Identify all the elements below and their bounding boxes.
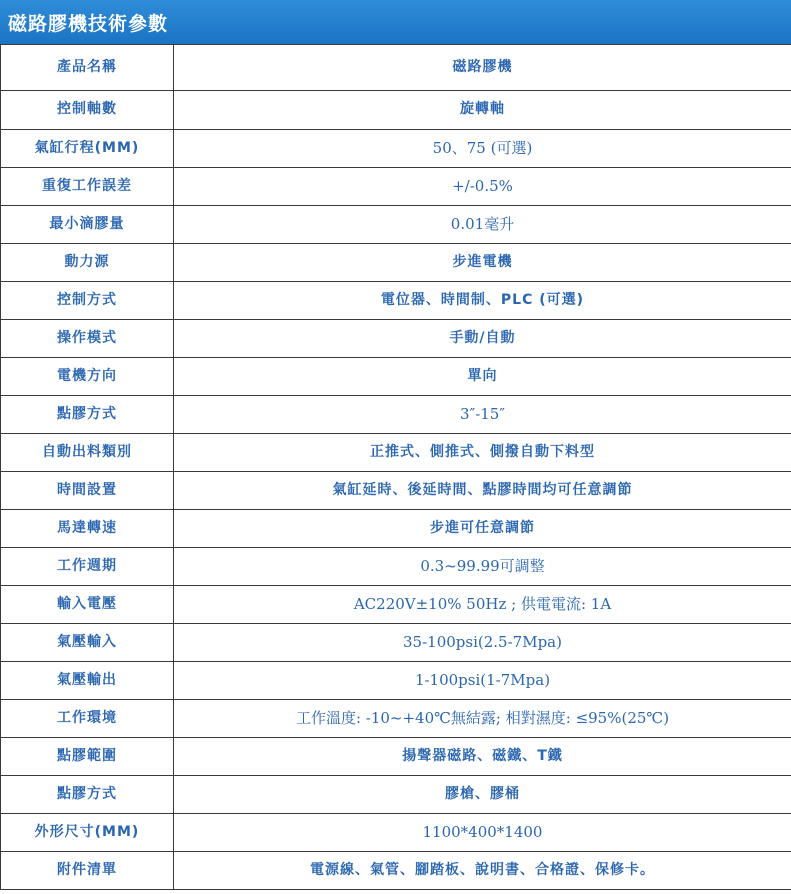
row-value: 0.3~99.99可調整 [174,548,791,586]
row-value: 氣缸延時、後延時間、點膠時間均可任意調節 [174,472,791,510]
row-value: 步進電機 [174,244,791,282]
row-value: 正推式、側推式、側撥自動下料型 [174,434,791,472]
table-row [1,586,791,624]
row-label: 氣壓輸入 [1,624,174,662]
row-value: 電源線、氣管、腳踏板、說明書、合格證、保修卡。 [174,852,791,890]
table-row [1,700,791,738]
table-row [1,130,791,168]
row-value: 磁路膠機 [174,45,791,91]
row-label: 控制方式 [1,282,174,320]
row-value: 單向 [174,358,791,396]
row-value: 1-100psi(1-7Mpa) [174,662,791,700]
spec-table [0,44,791,890]
row-value: 35-100psi(2.5-7Mpa) [174,624,791,662]
row-value: +/-0.5% [174,168,791,206]
row-value: 0.01毫升 [174,206,791,244]
row-value: 50、75 (可選) [174,130,791,168]
row-label: 附件清單 [1,852,174,890]
row-label: 產品名稱 [1,45,174,91]
table-row [1,168,791,206]
table-row [1,662,791,700]
row-label: 操作模式 [1,320,174,358]
title-bar [0,0,791,44]
table-row [1,624,791,662]
row-label: 電機方向 [1,358,174,396]
table-row [1,91,791,130]
table-row [1,282,791,320]
row-label: 時間設置 [1,472,174,510]
table-row [1,776,791,814]
row-label: 點膠方式 [1,396,174,434]
table-row [1,548,791,586]
table-row [1,434,791,472]
row-value: 旋轉軸 [174,91,791,130]
row-value: 步進可任意調節 [174,510,791,548]
row-label: 輸入電壓 [1,586,174,624]
row-label: 動力源 [1,244,174,282]
table-row [1,852,791,890]
row-label: 重復工作誤差 [1,168,174,206]
row-label: 氣壓輸出 [1,662,174,700]
table-row [1,206,791,244]
row-label: 自動出料類別 [1,434,174,472]
row-value: 揚聲器磁路、磁鐵、T鐵 [174,738,791,776]
table-row [1,45,791,91]
row-label: 工作環境 [1,700,174,738]
table-row [1,396,791,434]
table-row [1,510,791,548]
row-label: 氣缸行程(MM) [1,130,174,168]
table-row [1,814,791,852]
row-value: 1100*400*1400 [174,814,791,852]
row-label: 點膠方式 [1,776,174,814]
table-row [1,472,791,510]
row-value: 電位器、時間制、PLC (可選) [174,282,791,320]
table-row [1,320,791,358]
row-value: 工作溫度: -10~+40℃無結露; 相對濕度: ≤95%(25℃) [174,700,791,738]
row-value: 手動/自動 [174,320,791,358]
row-value: 3″-15″ [174,396,791,434]
row-value: 膠槍、膠桶 [174,776,791,814]
row-label: 控制軸數 [1,91,174,130]
row-label: 最小滴膠量 [1,206,174,244]
table-row [1,244,791,282]
row-label: 外形尺寸(MM) [1,814,174,852]
table-row [1,738,791,776]
row-label: 點膠範圍 [1,738,174,776]
row-label: 工作週期 [1,548,174,586]
table-row [1,358,791,396]
row-value: AC220V±10% 50Hz ; 供電電流: 1A [174,586,791,624]
page-title: 磁路膠機技術參數 [8,12,169,35]
row-label: 馬達轉速 [1,510,174,548]
